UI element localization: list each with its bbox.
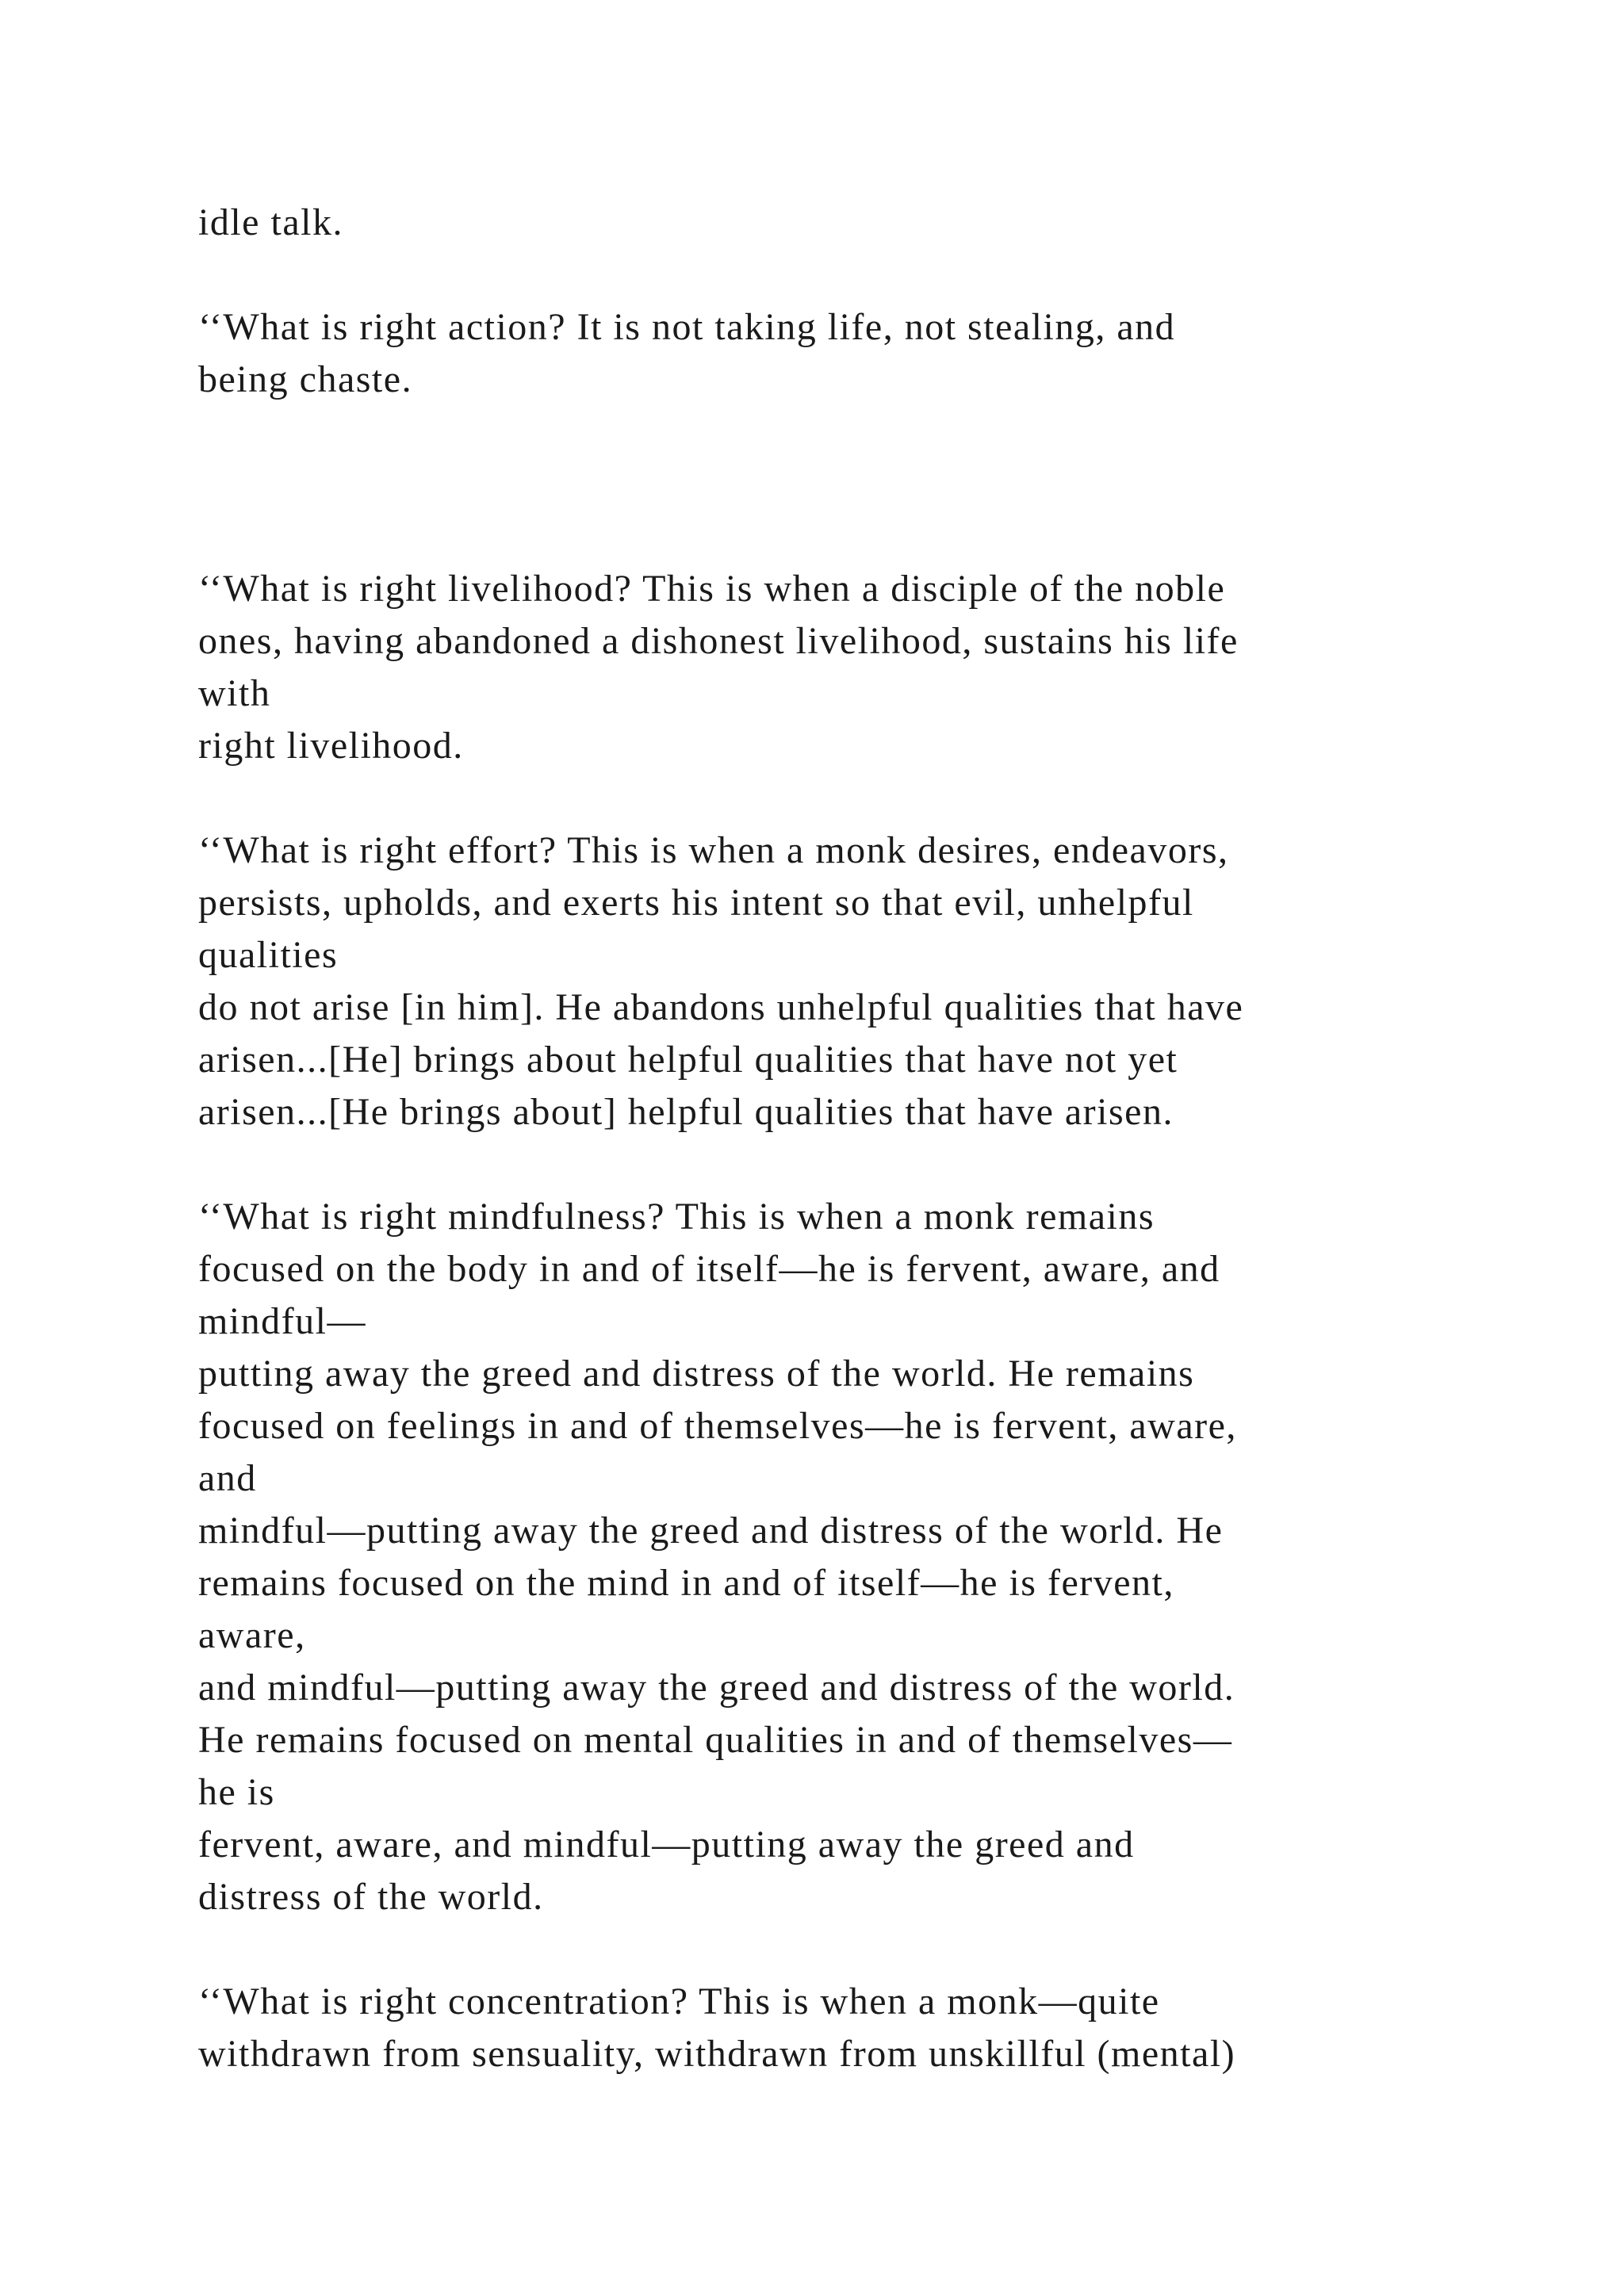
text-line: mindful—putting away the greed and distress of the world. He	[198, 1510, 1224, 1552]
text-line: and mindful—putting away the greed and distress of the world.	[198, 1667, 1235, 1709]
text-line: ‘‘What is right effort? This is when a monk desires, endeavors,	[198, 829, 1229, 871]
text-line: arisen...[He] brings about helpful qualities that have not yet	[198, 1039, 1178, 1081]
document-body	[198, 197, 1546, 2080]
text-line: he is	[198, 1771, 275, 1813]
text-line: mindful—	[198, 1300, 366, 1342]
text-line: distress of the world.	[198, 1876, 544, 1918]
text-line: focused on feelings in and of themselves—he is fervent, aware,	[198, 1405, 1237, 1447]
text-line: do not arise [in him]. He abandons unhelpful qualities that have	[198, 986, 1244, 1028]
text-line: qualities	[198, 934, 339, 976]
text-line: ‘‘What is right livelihood? This is when a disciple of the noble	[198, 568, 1226, 610]
text-line: arisen...[He brings about] helpful qualities that have arisen.	[198, 1091, 1174, 1133]
text-line: ones, having abandoned a dishonest livelihood, sustains his life	[198, 620, 1239, 662]
text-line: He remains focused on mental qualities in and of themselves—	[198, 1719, 1233, 1761]
blank-line	[198, 1138, 1546, 1191]
text-line: and	[198, 1457, 257, 1499]
text-line: being chaste.	[198, 358, 413, 400]
text-line: right livelihood.	[198, 725, 464, 767]
text-line: persists, upholds, and exerts his intent so that evil, unhelpful	[198, 882, 1194, 924]
text-line: idle talk.	[198, 201, 343, 243]
blank-line	[198, 772, 1546, 825]
text-line: ‘‘What is right concentration? This is when a monk—quite	[198, 1980, 1160, 2022]
text-line: ‘‘What is right action? It is not taking life, not stealing, and	[198, 306, 1176, 348]
text-line: ‘‘What is right mindfulness? This is when a monk remains	[198, 1196, 1155, 1238]
text-line: focused on the body in and of itself—he is fervent, aware, and	[198, 1248, 1220, 1290]
blank-line	[198, 249, 1546, 301]
blank-line	[198, 1923, 1546, 1976]
text-line: fervent, aware, and mindful—putting away the greed and	[198, 1823, 1135, 1866]
text-line: withdrawn from sensuality, withdrawn from unskillful (mental)	[198, 2033, 1236, 2075]
text-line: with	[198, 672, 271, 714]
text-line: remains focused on the mind in and of itself—he is fervent,	[198, 1562, 1174, 1604]
text-line: putting away the greed and distress of the world. He remains	[198, 1353, 1195, 1395]
text-line: aware,	[198, 1614, 306, 1656]
blank-gap	[198, 406, 1546, 563]
